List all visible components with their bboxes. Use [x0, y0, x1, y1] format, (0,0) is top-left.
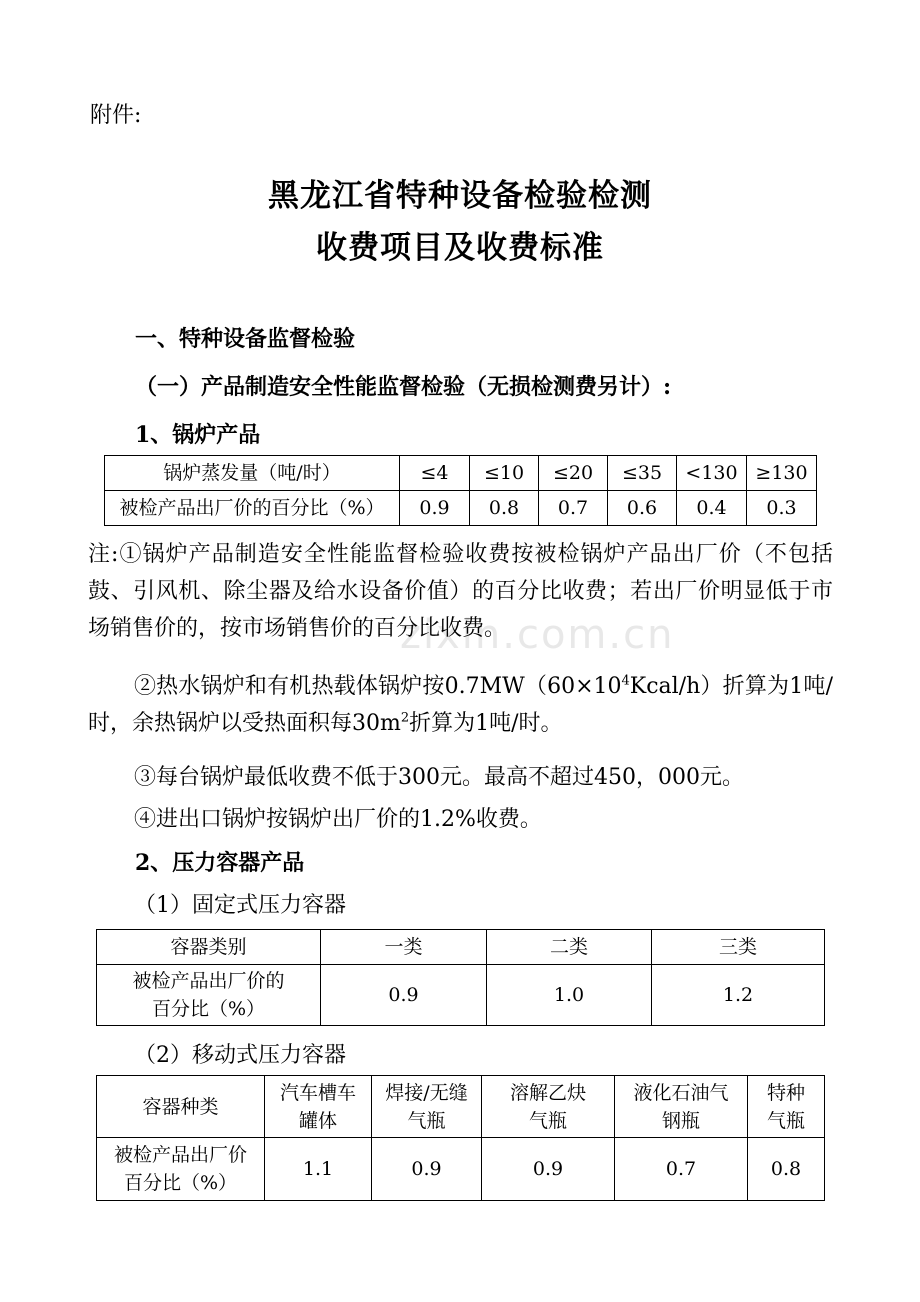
section-heading: 一、特种设备监督检验	[135, 326, 356, 352]
table-cell: 0.8	[748, 1138, 825, 1201]
table-row	[97, 1076, 825, 1138]
table-header-cell	[748, 1076, 825, 1138]
header-line1: 溶解乙炔	[509, 1081, 586, 1104]
table-cell: 0.9	[400, 491, 470, 526]
attachment-label: 附件:	[90, 103, 142, 128]
table-cell: 0.3	[747, 491, 817, 526]
row-label-line1: 被检产品出厂价	[113, 1144, 247, 1166]
watermark: zixin.com.cn	[400, 612, 675, 658]
table-cell: 1.2	[652, 965, 825, 1026]
table-header-cell: 锅炉蒸发量（吨/时）	[105, 456, 400, 491]
note2-superscript-1: 4	[621, 673, 630, 689]
note2-text-a: ②热水锅炉和有机热载体锅炉按0.7MW（60×10	[134, 674, 622, 699]
table-header-cell	[265, 1076, 372, 1138]
header-line2: 气瓶	[528, 1109, 567, 1132]
table-header-cell: 二类	[487, 930, 652, 965]
table-cell: 1.1	[265, 1138, 372, 1201]
document-title-line1: 黑龙江省特种设备检验检测	[268, 178, 652, 214]
table-cell: 0.9	[372, 1138, 482, 1201]
table-header-cell: ≥130	[747, 456, 817, 491]
item-heading-pressure-vessel: 2、压力容器产品	[135, 850, 305, 876]
note2-text-c: 折算为1吨/时。	[409, 711, 563, 736]
item-heading-boiler: 1、锅炉产品	[135, 422, 261, 448]
table-row	[97, 930, 825, 965]
document-title-line2: 收费项目及收费标准	[316, 230, 604, 266]
table-cell: 0.6	[608, 491, 677, 526]
table-cell: 0.9	[321, 965, 487, 1026]
row-label-line2: 百分比（%）	[123, 1172, 238, 1194]
table-row	[97, 1138, 825, 1201]
note-paragraph-3: ③每台锅炉最低收费不低于300元。最高不超过450，000元。	[134, 765, 744, 790]
table-row-label: 被检产品出厂价的百分比（%）	[105, 491, 400, 526]
table-header-cell: ≤20	[539, 456, 608, 491]
header-line1: 焊接/无缝	[385, 1081, 468, 1104]
row-label-line2: 百分比（%）	[151, 998, 266, 1020]
table-row-label	[97, 965, 321, 1026]
note2-text-b: Kcal/h）折算为1吨/时，余热锅炉以受热面积每30m	[88, 674, 833, 736]
note-paragraph-4: ④进出口锅炉按锅炉出厂价的1.2%收费。	[134, 807, 542, 832]
subsection-heading: （一）产品制造安全性能监督检验（无损检测费另计）:	[135, 374, 672, 400]
mobile-vessel-table	[96, 1075, 825, 1201]
header-line2: 罐体	[298, 1109, 337, 1132]
table-header-cell: ≤4	[400, 456, 470, 491]
table-header-cell: 容器类别	[97, 930, 321, 965]
table-row	[105, 456, 817, 491]
header-line2: 气瓶	[766, 1109, 805, 1132]
table-cell: 0.4	[677, 491, 747, 526]
header-line2: 钢瓶	[661, 1109, 700, 1132]
note-paragraph-2	[88, 668, 833, 742]
header-line2: 气瓶	[407, 1109, 446, 1132]
table-row	[97, 965, 825, 1026]
table-header-cell	[615, 1076, 748, 1138]
table-cell: 0.9	[482, 1138, 615, 1201]
table-row	[105, 491, 817, 526]
table-row-label	[97, 1138, 265, 1201]
table-header-cell: 容器种类	[97, 1076, 265, 1138]
row-label-line1: 被检产品出厂价的	[132, 970, 285, 992]
table-header-cell	[482, 1076, 615, 1138]
header-line1: 液化石油气	[633, 1081, 729, 1104]
sub-item-heading-fixed: （1）固定式压力容器	[134, 893, 346, 918]
table-cell: 0.7	[615, 1138, 748, 1201]
header-line1: 汽车槽车	[279, 1081, 356, 1104]
sub-item-heading-mobile: （2）移动式压力容器	[134, 1043, 346, 1068]
table-cell: 0.8	[470, 491, 539, 526]
table-header-cell: ≤35	[608, 456, 677, 491]
table-cell: 0.7	[539, 491, 608, 526]
note-paragraph-1: 注:①锅炉产品制造安全性能监督检验收费按被检锅炉产品出厂价（不包括鼓、引风机、除尘器及给水设备价值）的百分比收费；若出厂价明显低于市场销售价的，按市场销售价的百分比收费。	[88, 542, 833, 641]
table-header-cell: 三类	[652, 930, 825, 965]
table-cell: 1.0	[487, 965, 652, 1026]
fixed-vessel-table	[96, 929, 825, 1026]
table-header-cell: ≤10	[470, 456, 539, 491]
table-header-cell: 一类	[321, 930, 487, 965]
header-line1: 特种	[766, 1081, 805, 1104]
note2-superscript-2: 2	[400, 710, 410, 726]
table-header-cell	[372, 1076, 482, 1138]
table-header-cell: <130	[677, 456, 747, 491]
boiler-table	[104, 455, 817, 526]
